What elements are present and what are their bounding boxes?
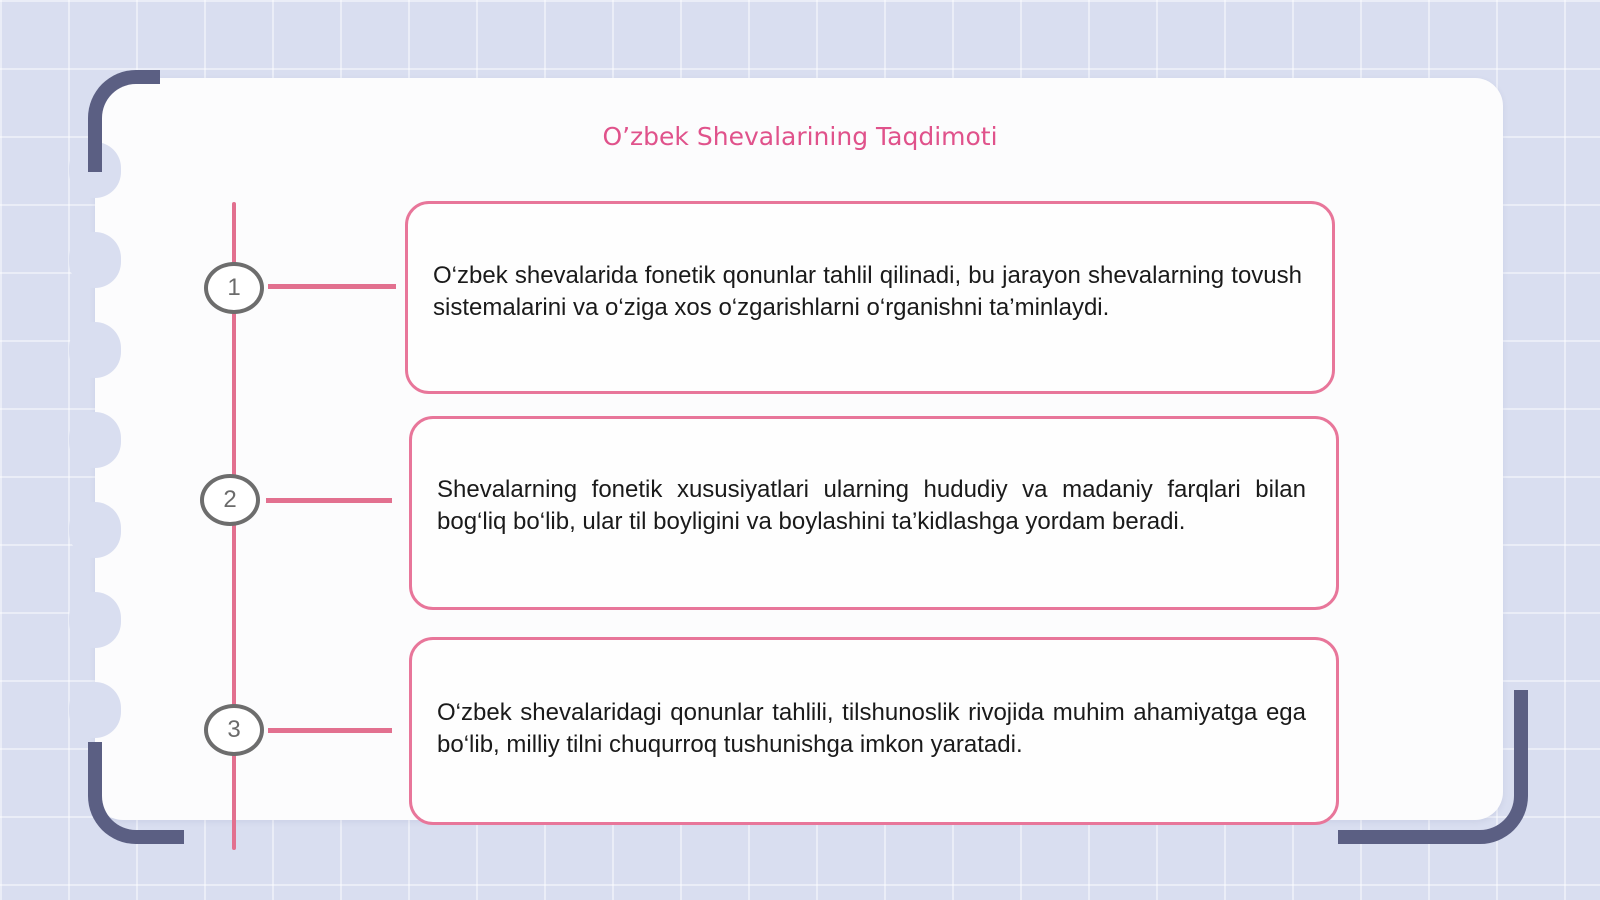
- step-text: O‘zbek shevalarida fonetik qonunlar tahlil qilinadi, bu jarayon shevalarning tovush sistemalarini va o‘ziga xos o‘zgarishlarni o‘rganishni ta’minlaydi.: [433, 261, 1302, 321]
- step-card-2: [409, 416, 1339, 610]
- step-text: O‘zbek shevalaridagi qonunlar tahlili, tilshunoslik rivojida muhim ahamiyatga ega bo‘lib, milliy tilni chuqurroq tushunishga imkon yaratadi.: [437, 699, 1306, 758]
- paper-notch: [69, 592, 121, 648]
- step-card-1: [405, 201, 1335, 394]
- step-number-badge: 2: [200, 474, 260, 526]
- slide-title: O’zbek Shevalarining Taqdimoti: [602, 122, 998, 151]
- step-number-badge: 3: [204, 704, 264, 756]
- paper-notch: [69, 502, 121, 558]
- frame-corner-bottom-left: [88, 742, 184, 844]
- paper-notch: [69, 682, 121, 738]
- timeline-connector: [268, 284, 396, 289]
- timeline-connector: [268, 728, 392, 733]
- step-number-badge: 1: [204, 262, 264, 314]
- step-card-3: [409, 637, 1339, 825]
- step-text: Shevalarning fonetik xususiyatlari ularning hududiy va madaniy farqlari bilan bog‘liq bo‘lib, ular til boyligini va boylashini ta’kidlashga yordam beradi.: [437, 476, 1306, 535]
- frame-corner-top-left: [88, 70, 160, 172]
- frame-corner-bottom-right: [1338, 690, 1528, 844]
- paper-notch: [69, 232, 121, 288]
- paper-notch: [69, 322, 121, 378]
- paper-notch: [69, 412, 121, 468]
- timeline-connector: [266, 498, 392, 503]
